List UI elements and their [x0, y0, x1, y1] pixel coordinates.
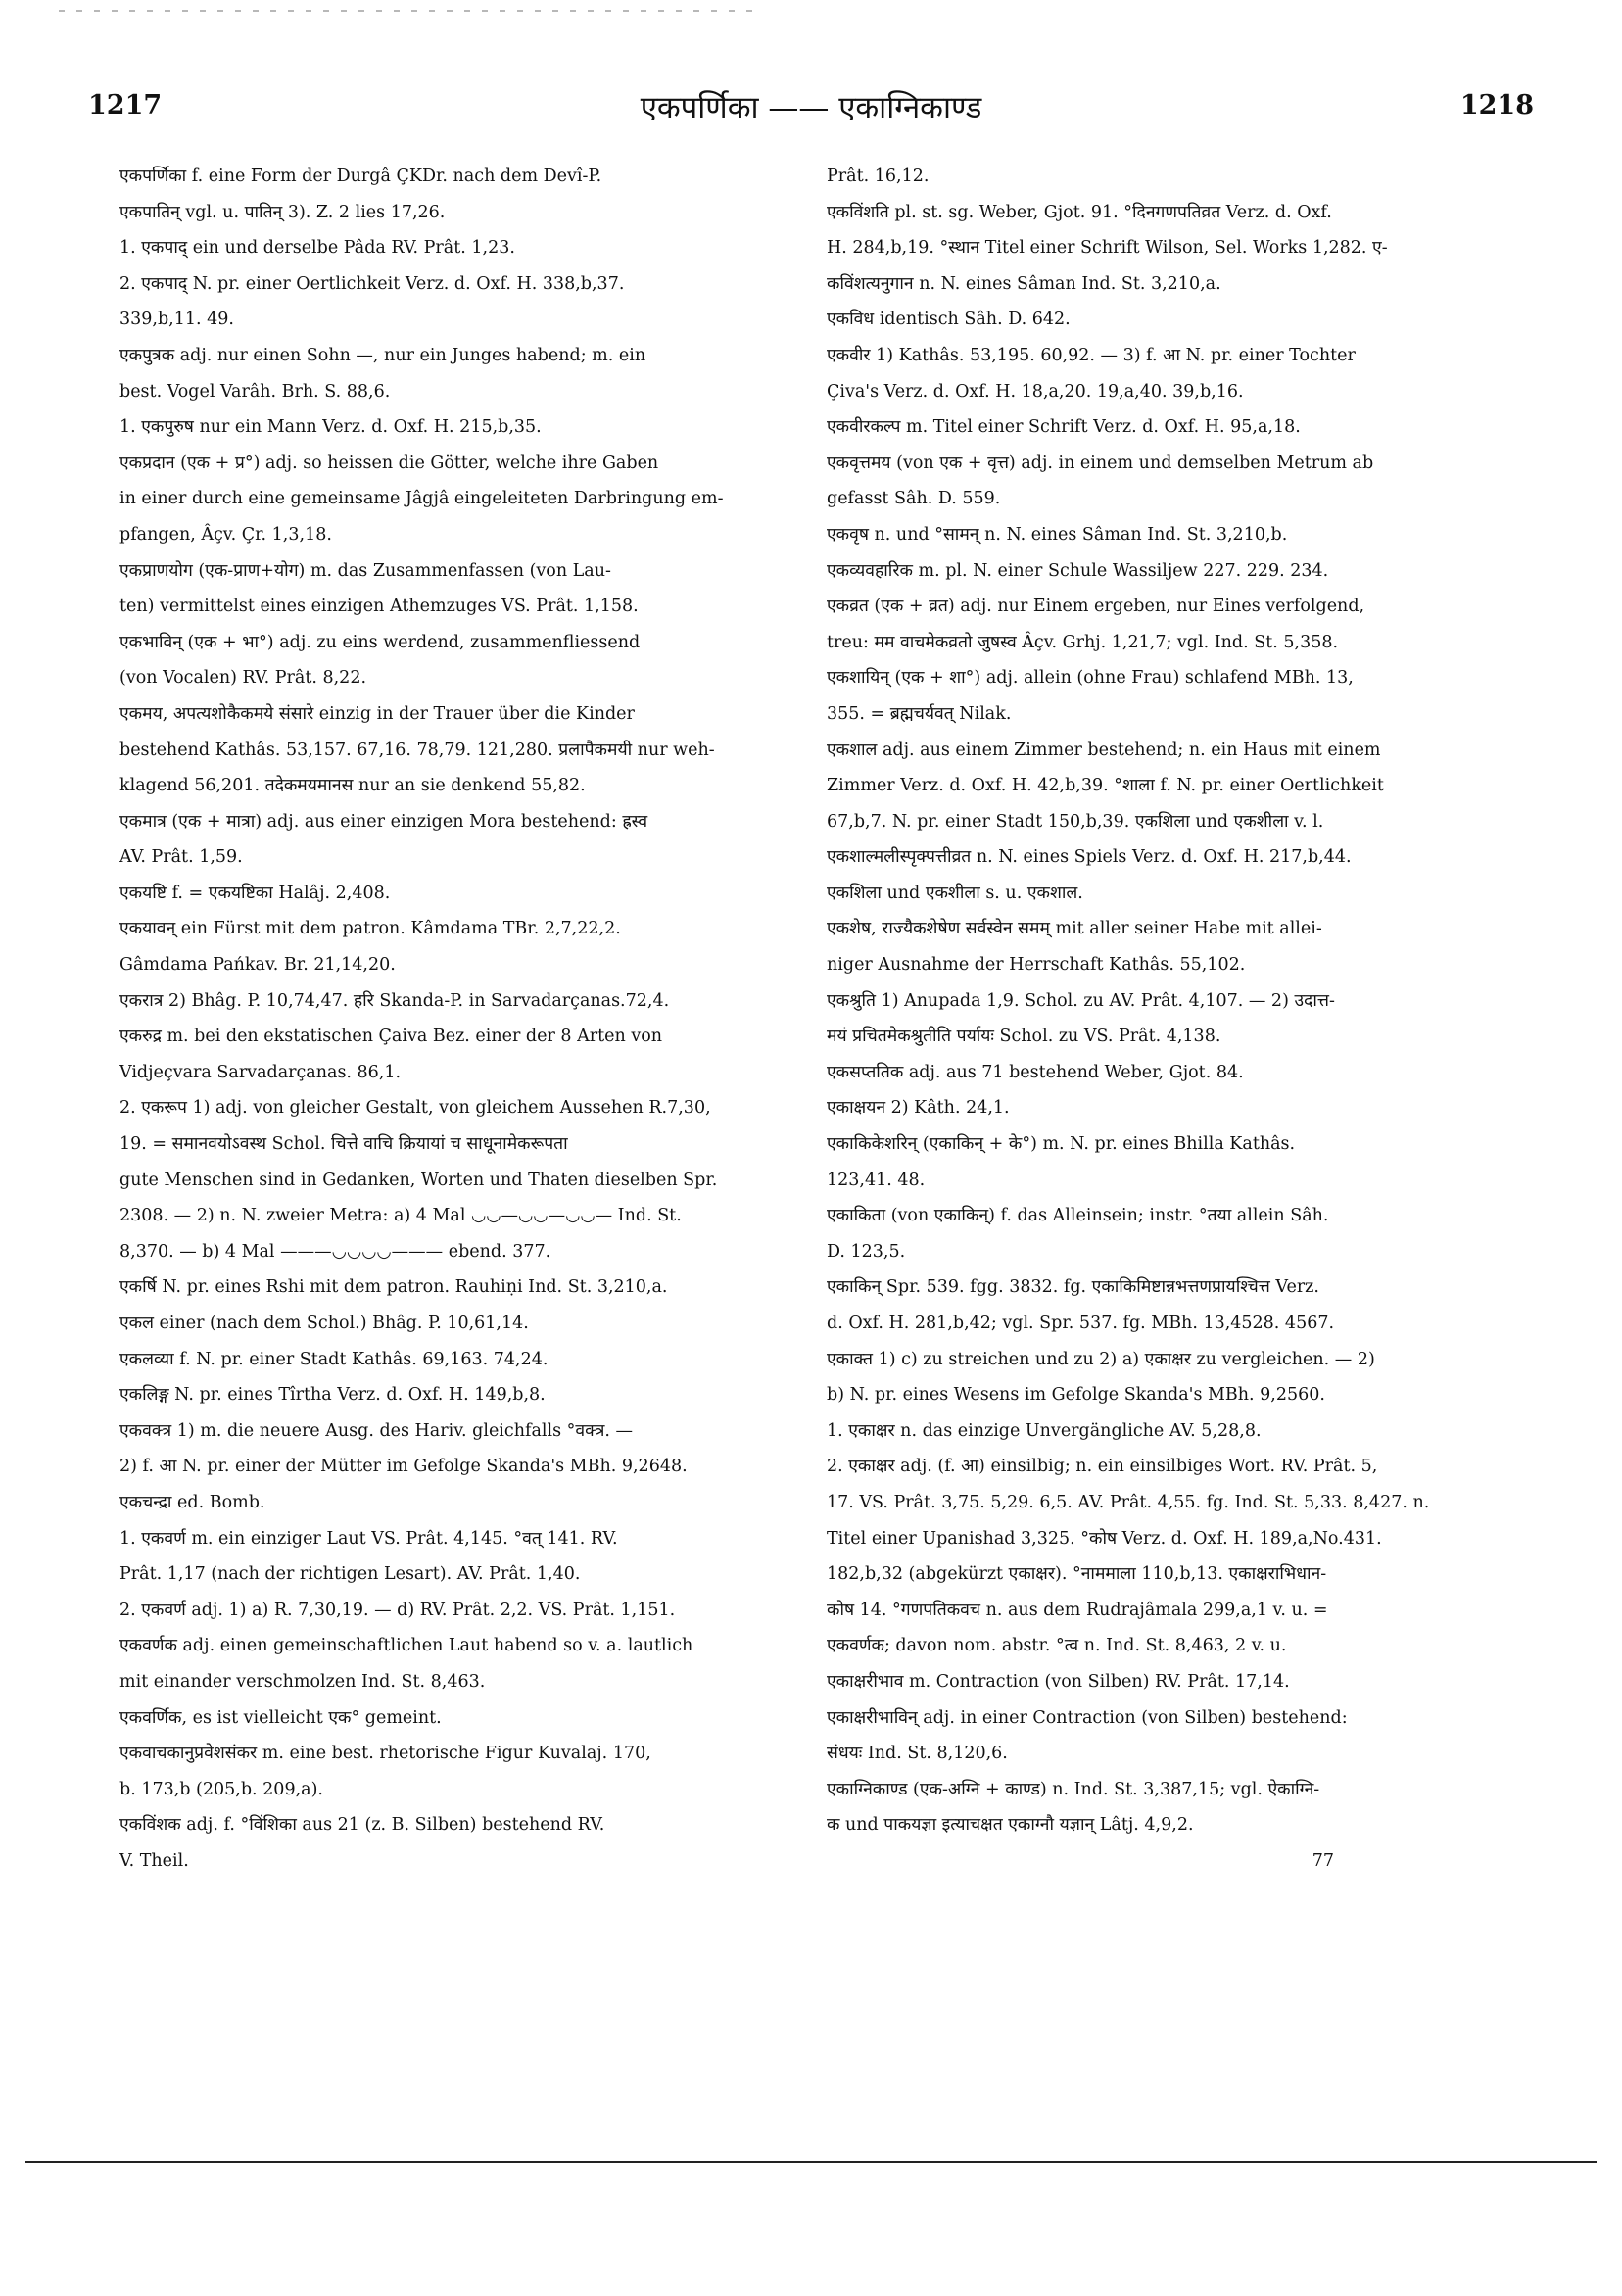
dictionary-line: niger Ausnahme der Herrschaft Kathâs. 55,102. [827, 955, 1246, 976]
dictionary-line: एकवाचकानुप्रवेशसंकर m. eine best. rhetorische Figur Kuvalaj. 170, [119, 1744, 651, 1764]
dictionary-line: एकाक्षरीभाविन् adj. in einer Contraction (von Silben) bestehend: [827, 1707, 1348, 1728]
dictionary-line: D. 123,5. [827, 1241, 906, 1262]
dictionary-line: एकसप्ततिक adj. aus 71 bestehend Weber, Gjot. 84. [827, 1062, 1244, 1082]
dictionary-line: gute Menschen sind in Gedanken, Worten und Thaten dieselben Spr. [119, 1170, 718, 1190]
dictionary-line: 77 [1312, 1850, 1334, 1871]
dictionary-line: 2. एकरूप 1) adj. von gleicher Gestalt, von gleichem Aussehen R.7,30, [119, 1098, 711, 1119]
dictionary-line: Çiva's Verz. d. Oxf. H. 18,a,20. 19,a,40. 39,b,16. [827, 381, 1244, 402]
left-column [119, 159, 786, 1880]
dictionary-line: 1. एकपाद् ein und derselbe Pâda RV. Prât. 1,23. [119, 238, 515, 259]
dictionary-line: एकाग्निकाण्ड (एक-अग्नि + काण्ड) n. Ind. St. 3,387,15; vgl. ऐकाग्नि- [827, 1779, 1320, 1799]
dictionary-line: in einer durch eine gemeinsame Jâgjâ eingeleiteten Darbringung em- [119, 489, 724, 509]
dictionary-line: 2) f. आ N. pr. einer der Mütter im Gefolge Skanda's MBh. 9,2648. [119, 1457, 688, 1477]
dictionary-line: 1. एकपुरुष nur ein Mann Verz. d. Oxf. H. 215,b,35. [119, 417, 542, 438]
dictionary-line: mit einander verschmolzen Ind. St. 8,463. [119, 1671, 486, 1692]
dictionary-line: एकाक्षयन 2) Kâth. 24,1. [827, 1098, 1010, 1119]
dictionary-line: एकयष्टि f. = एकयष्टिका Halâj. 2,408. [119, 883, 391, 903]
dictionary-line: कोष 14. °गणपतिकवच n. aus dem Rudrajâmala 299,a,1 v. u. = [827, 1600, 1328, 1620]
bottom-rule [25, 2161, 1597, 2163]
dictionary-line: एकवीर 1) Kathâs. 53,195. 60,92. — 3) f. आ N. pr. einer Tochter [827, 345, 1356, 365]
dictionary-line: d. Oxf. H. 281,b,42; vgl. Spr. 537. fg. MBh. 13,4528. 4567. [827, 1314, 1335, 1333]
page-number-left: 1217 [88, 90, 163, 120]
dictionary-line: एकशिला und एकशीला s. u. एकशाल. [827, 883, 1083, 903]
dictionary-line: एकाकिन् Spr. 539. fgg. 3832. fg. एकाकिमिष्टान्नभत्तणप्रायश्चित्त Verz. [827, 1277, 1319, 1298]
dictionary-line: pfangen, Âçv. Çr. 1,3,18. [119, 524, 332, 545]
dictionary-line: एकल einer (nach dem Schol.) Bhâg. P. 10,61,14. [119, 1314, 529, 1333]
dictionary-line: b. 173,b (205,b. 209,a). [119, 1779, 323, 1799]
dictionary-line: 1. एकाक्षर n. das einzige Unvergängliche AV. 5,28,8. [827, 1420, 1262, 1441]
dictionary-line: एकप्रदान (एक + प्र°) adj. so heissen die Götter, welche ihre Gaben [119, 453, 659, 473]
dictionary-line: 19. = समानवयोऽवस्थ Schol. चित्ते वाचि क्रियायां च साधूनामेकरूपता [119, 1134, 568, 1155]
dictionary-line: एकवृत्तमय (von एक + वृत्त) adj. in einem und demselben Metrum ab [827, 453, 1374, 473]
dictionary-line: एकपातिन् vgl. u. पातिन् 3). Z. 2 lies 17,26. [119, 202, 446, 222]
dictionary-line: 339,b,11. 49. [119, 310, 234, 330]
dictionary-line: klagend 56,201. तदेकमयमानस nur an sie denkend 55,82. [119, 776, 586, 796]
dictionary-line: एकमात्र (एक + मात्रा) adj. aus einer einzigen Mora bestehend: ह्रस्व [119, 811, 648, 832]
running-title: एकपर्णिका —— एकाग्निकाण्ड [640, 90, 982, 125]
dictionary-line: एकव्यवहारिक m. pl. N. einer Schule Wassiljew 227. 229. 234. [827, 560, 1329, 581]
page-number-right: 1218 [1459, 90, 1534, 120]
scan-noise [59, 10, 764, 12]
dictionary-line: एकशाल्मलीस्पृक्पत्तीव्रत n. N. eines Spiels Verz. d. Oxf. H. 217,b,44. [827, 847, 1352, 868]
dictionary-line: एकशाल adj. aus einem Zimmer bestehend; n. ein Haus mit einem [827, 740, 1381, 760]
dictionary-line: संधयः Ind. St. 8,120,6. [827, 1744, 1008, 1764]
dictionary-line: 67,b,7. N. pr. einer Stadt 150,b,39. एकशिला und एकशीला v. l. [827, 811, 1324, 832]
dictionary-line: एकरुद्र m. bei den ekstatischen Çaiva Bez. einer der 8 Arten von [119, 1027, 663, 1047]
dictionary-line: एकाकिकेशरिन् (एकाकिन् + के°) m. N. pr. eines Bhilla Kathâs. [827, 1134, 1296, 1155]
dictionary-line: (von Vocalen) RV. Prât. 8,22. [119, 668, 367, 689]
dictionary-line: 8,370. — b) 4 Mal ———◡◡◡◡——— ebend. 377. [119, 1241, 551, 1262]
dictionary-line: एकविध identisch Sâh. D. 642. [827, 310, 1071, 330]
dictionary-line: bestehend Kathâs. 53,157. 67,16. 78,79. 121,280. प्रलापैकमयी nur weh- [119, 740, 715, 760]
dictionary-line: एकवक्त्र 1) m. die neuere Ausg. des Hariv. gleichfalls °वक्त्र. — [119, 1420, 634, 1441]
dictionary-line: एकलव्या f. N. pr. einer Stadt Kathâs. 69,163. 74,24. [119, 1349, 549, 1369]
dictionary-line: Gâmdama Pańkav. Br. 21,14,20. [119, 955, 396, 976]
dictionary-line: 1. एकवर्ण m. ein einziger Laut VS. Prât. 4,145. °वत् 141. RV. [119, 1528, 618, 1549]
dictionary-line: एकवृष n. und °सामन् n. N. eines Sâman Ind. St. 3,210,b. [827, 524, 1288, 545]
dictionary-line: Prât. 1,17 (nach der richtigen Lesart). AV. Prât. 1,40. [119, 1564, 581, 1585]
dictionary-line: एकपर्णिका f. eine Form der Durgâ ÇKDr. nach dem Devî-P. [119, 167, 602, 186]
dictionary-line: एकविंशक adj. f. °विंशिका aus 21 (z. B. Silben) bestehend RV. [119, 1815, 605, 1836]
dictionary-line: 17. VS. Prât. 3,75. 5,29. 6,5. AV. Prât. 4,55. fg. Ind. St. 5,33. 8,427. n. [827, 1492, 1430, 1512]
dictionary-line: एकमय, अपत्यशोकैकमये संसारे einzig in der Trauer über die Kinder [119, 703, 635, 724]
dictionary-line: एकवीरकल्प m. Titel einer Schrift Verz. d. Oxf. H. 95,a,18. [827, 417, 1301, 438]
dictionary-line: 355. = ब्रह्मचर्यवत् Nilak. [827, 703, 1012, 724]
dictionary-line: treu: मम वाचमेकव्रतो जुषस्व Âçv. Grhj. 1,21,7; vgl. Ind. St. 5,358. [827, 632, 1339, 652]
dictionary-line: एकभाविन् (एक + भा°) adj. zu eins werdend, zusammenfliessend [119, 632, 641, 652]
dictionary-line: कविंशत्यनुगान n. N. eines Sâman Ind. St. 3,210,a. [827, 273, 1221, 294]
dictionary-line: Prât. 16,12. [827, 167, 930, 186]
dictionary-line: एकवर्णक adj. einen gemeinschaftlichen Laut habend so v. a. lautlich [119, 1636, 693, 1656]
dictionary-line: एकवर्णिक, es ist vielleicht एक° gemeint. [119, 1707, 442, 1728]
dictionary-line: V. Theil. [119, 1850, 189, 1871]
dictionary-line: एकचन्द्रा ed. Bomb. [119, 1492, 265, 1512]
dictionary-line: एकश्रुति 1) Anupada 1,9. Schol. zu AV. Prât. 4,107. — 2) उदात्त- [827, 990, 1335, 1011]
dictionary-line: Titel einer Upanishad 3,325. °कोष Verz. d. Oxf. H. 189,a,No.431. [827, 1528, 1382, 1549]
dictionary-line: 2. एकवर्ण adj. 1) a) R. 7,30,19. — d) RV. Prât. 2,2. VS. Prât. 1,151. [119, 1600, 676, 1620]
dictionary-line: एकव्रत (एक + व्रत) adj. nur Einem ergeben, nur Eines verfolgend, [827, 597, 1365, 617]
dictionary-line: 2. एकाक्षर adj. (f. आ) einsilbig; n. ein einsilbiges Wort. RV. Prât. 5, [827, 1457, 1378, 1477]
dictionary-line: b) N. pr. eines Wesens im Gefolge Skanda's MBh. 9,2560. [827, 1385, 1325, 1406]
dictionary-line: 123,41. 48. [827, 1170, 926, 1190]
dictionary-line: 2308. — 2) n. N. zweier Metra: a) 4 Mal ◡◡—◡◡—◡◡— Ind. St. [119, 1206, 682, 1226]
dictionary-line: best. Vogel Varâh. Brh. S. 88,6. [119, 381, 391, 402]
dictionary-line: क und पाकयज्ञा इत्याचक्षत एकाग्नौ यज्ञान् Lâtj. 4,9,2. [827, 1815, 1194, 1836]
dictionary-line: एकरात्र 2) Bhâg. P. 10,74,47. हरि Skanda-P. in Sarvadarçanas.72,4. [119, 990, 670, 1011]
dictionary-line: एकाक्त 1) c) zu streichen und zu 2) a) एकाक्षर zu vergleichen. — 2) [827, 1349, 1375, 1369]
dictionary-line: एकशायिन् (एक + शा°) adj. allein (ohne Frau) schlafend MBh. 13, [827, 668, 1354, 689]
dictionary-line: 182,b,32 (abgekürzt एकाक्षर). °नाममाला 110,b,13. एकाक्षराभिधान- [827, 1564, 1327, 1585]
dictionary-line: एकवर्णक; davon nom. abstr. °त्व n. Ind. St. 8,463, 2 v. u. [827, 1636, 1287, 1656]
dictionary-line: एकर्षि N. pr. eines Rshi mit dem patron. Rauhiṇi Ind. St. 3,210,a. [119, 1277, 668, 1298]
right-column [827, 159, 1501, 1880]
dictionary-line: H. 284,b,19. °स्थान Titel einer Schrift Wilson, Sel. Works 1,282. ए- [827, 238, 1388, 259]
dictionary-line: एकलिङ्ग N. pr. eines Tîrtha Verz. d. Oxf. H. 149,b,8. [119, 1385, 546, 1406]
dictionary-line: AV. Prât. 1,59. [119, 847, 243, 868]
dictionary-line: मयं प्रचितमेकश्रुतीति पर्यायः Schol. zu VS. Prât. 4,138. [827, 1027, 1221, 1047]
dictionary-line: एकयावन् ein Fürst mit dem patron. Kâmdama TBr. 2,7,22,2. [119, 919, 621, 939]
dictionary-line: एकाकिता (von एकाकिन्) f. das Alleinsein; instr. °तया allein Sâh. [827, 1206, 1329, 1226]
dictionary-line: एकविंशति pl. st. sg. Weber, Gjot. 91. °दिनगणपतिव्रत Verz. d. Oxf. [827, 202, 1332, 222]
dictionary-line: Zimmer Verz. d. Oxf. H. 42,b,39. °शाला f. N. pr. einer Oertlichkeit [827, 776, 1384, 796]
dictionary-line: एकशेष, राज्यैकशेषेण सर्वस्वेन समम् mit aller seiner Habe mit allei- [827, 919, 1322, 939]
dictionary-line: 2. एकपाद् N. pr. einer Oertlichkeit Verz. d. Oxf. H. 338,b,37. [119, 273, 625, 294]
dictionary-line: gefasst Sâh. D. 559. [827, 489, 1001, 509]
dictionary-line: ten) vermittelst eines einzigen Athemzuges VS. Prât. 1,158. [119, 597, 639, 617]
dictionary-line: एकप्राणयोग (एक-प्राण+योग) m. das Zusammenfassen (von Lau- [119, 560, 611, 581]
dictionary-line: एकपुत्रक adj. nur einen Sohn —, nur ein Junges habend; m. ein [119, 345, 646, 365]
dictionary-line: एकाक्षरीभाव m. Contraction (von Silben) RV. Prât. 17,14. [827, 1671, 1290, 1692]
dictionary-line: Vidjeçvara Sarvadarçanas. 86,1. [119, 1062, 402, 1082]
